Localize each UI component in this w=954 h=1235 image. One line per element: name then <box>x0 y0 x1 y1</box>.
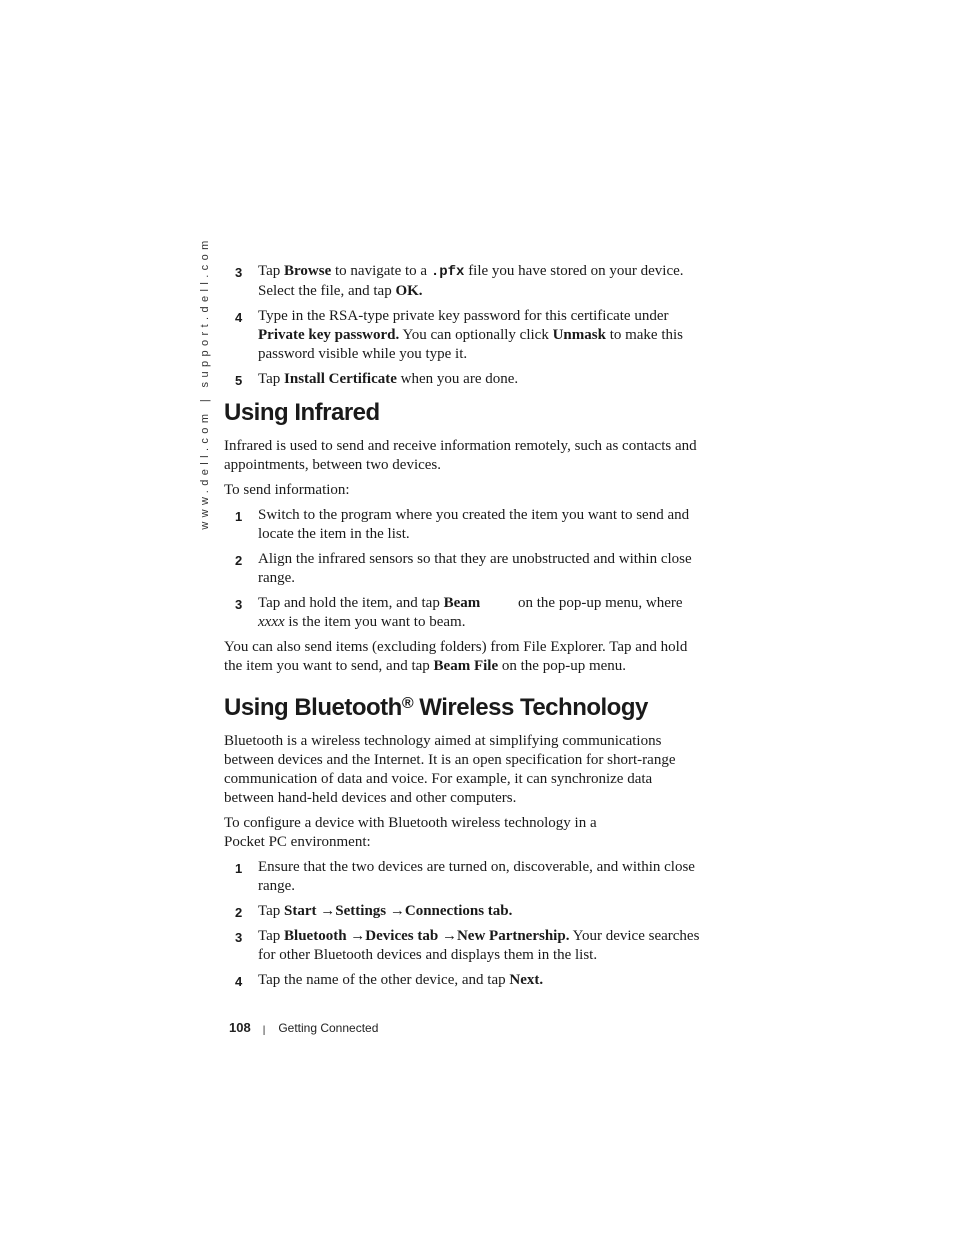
infrared-heading: Using Infrared <box>224 399 380 426</box>
page-number: 108 <box>229 1020 251 1035</box>
bluetooth-intro: Bluetooth is a wireless technology aimed at simplifying communications between devices and the Internet. It is an open specification for short-range communication of data and voice. For example, it can synchronize data between hand-held devices and other computers. <box>224 733 676 806</box>
infrared-steps <box>224 506 702 632</box>
step-number: 4 <box>235 974 243 989</box>
file-extension: .pfx <box>430 264 465 280</box>
list-item: 3 Tap Browse to navigate to a .pfx file you have stored on your device. Select the file, and tap OK. <box>235 263 684 299</box>
step-number: 3 <box>235 930 243 945</box>
list-item: 5 Tap Install Certificate when you are done. <box>235 371 519 388</box>
infrared-lead: To send information: <box>224 482 350 498</box>
infrared-intro: Infrared is used to send and receive information remotely, such as contacts and appointments, between two devices. <box>224 438 697 473</box>
step-number: 3 <box>235 597 243 612</box>
step-number: 5 <box>235 373 243 388</box>
bluetooth-heading: Using Bluetooth® Wireless Technology <box>224 694 648 721</box>
list-item: 1 Ensure that the two devices are turned on, discoverable, and within close range. <box>235 859 695 894</box>
list-item: 2 Tap Start →Settings →Connections tab. <box>235 903 513 920</box>
bluetooth-lead: To configure a device with Bluetooth wireless technology in a Pocket PC environment: <box>224 815 597 850</box>
infrared-file-explorer-note: You can also send items (excluding folders) from File Explorer. Tap and hold the item you want to send, and tap Beam File on the pop-up menu. <box>224 639 688 674</box>
step-number: 1 <box>235 509 243 524</box>
list-item: 4 Type in the RSA-type private key password for this certificate under Private key password. You can optionally click Unmask to make this password visible while you type it. <box>235 308 684 362</box>
step-number: 2 <box>235 553 243 568</box>
page-content <box>224 262 702 996</box>
list-item: 1 Switch to the program where you created the item you want to send and locate the item in the list. <box>235 507 690 542</box>
list-item: 3 Tap Bluetooth →Devices tab →New Partnership. Your device searches for other Bluetooth devices and displays them in the list. <box>235 928 700 963</box>
sidebar-url-text: www.dell.com | support.dell.com <box>199 236 211 530</box>
certificate-steps <box>224 262 702 389</box>
footer-separator: | <box>262 1025 266 1036</box>
step-number: 4 <box>235 310 243 325</box>
list-item: 2 Align the infrared sensors so that they are unobstructed and within close range. <box>235 551 692 586</box>
step-number: 2 <box>235 905 243 920</box>
page-footer <box>229 1020 378 1035</box>
section-title: Getting Connected <box>278 1021 379 1035</box>
sidebar-url <box>197 236 213 530</box>
list-item: 4 Tap the name of the other device, and tap Next. <box>235 972 544 989</box>
list-item: 3 Tap and hold the item, and tap Beam on the pop-up menu, where xxxx is the item you want to beam. <box>235 595 683 630</box>
bluetooth-steps <box>224 858 702 990</box>
step-number: 3 <box>235 265 243 280</box>
step-number: 1 <box>235 861 243 876</box>
